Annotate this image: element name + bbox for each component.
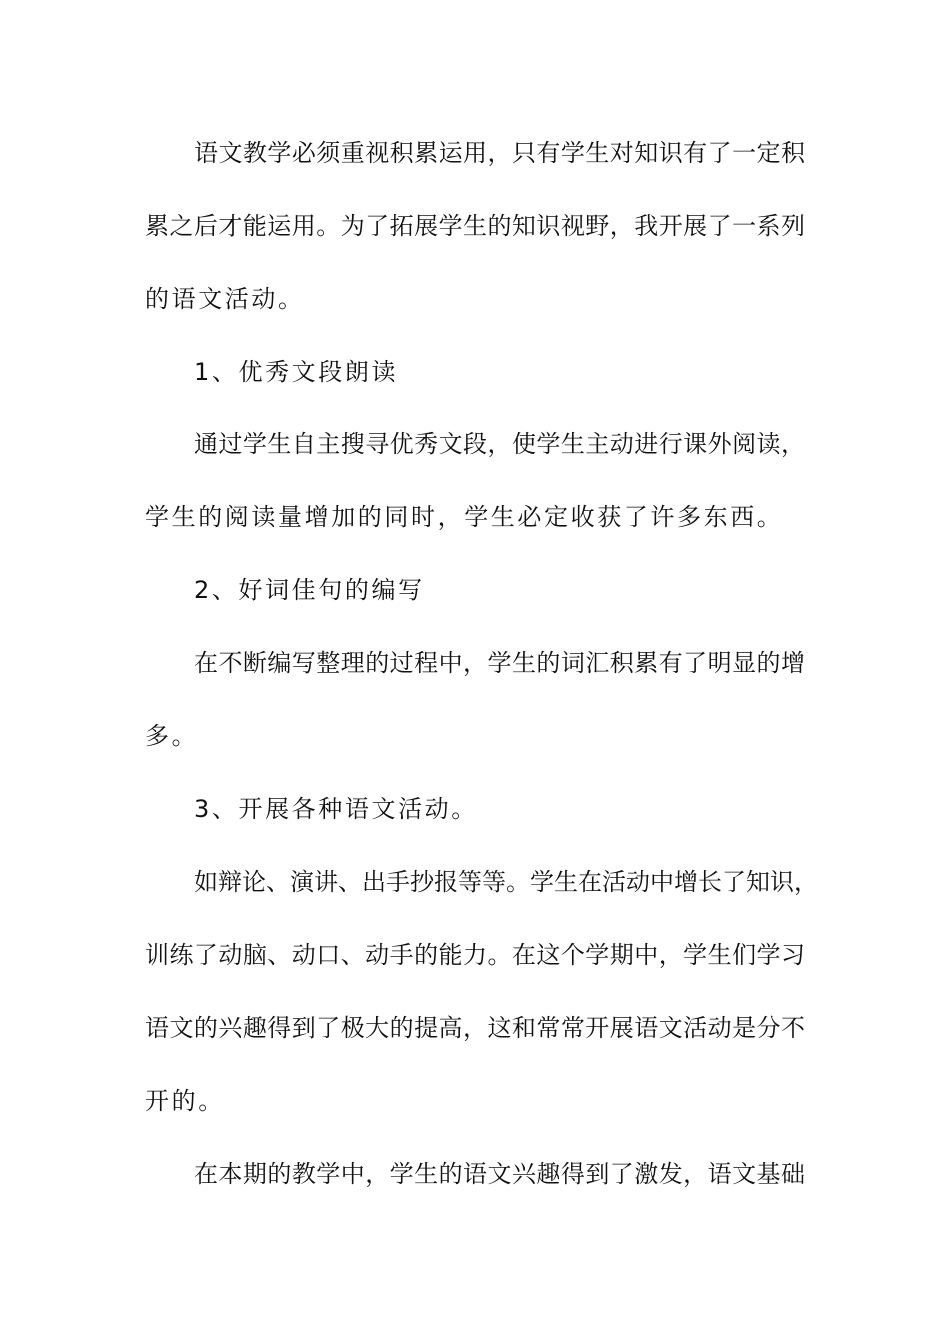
paragraph-line: 通过学生自主搜寻优秀文段，使学生主动进行课外阅读， (194, 430, 805, 458)
paragraph-line: 的语文活动。 (145, 285, 305, 313)
paragraph-line: 语文教学必须重视积累运用，只有学生对知识有了一定积 (194, 139, 805, 167)
paragraph-line: 累之后才能运用。为了拓展学生的知识视野，我开展了一系列 (145, 212, 805, 240)
paragraph-line: 开的。 (145, 1087, 225, 1115)
paragraph-line: 多。 (145, 722, 199, 750)
section-heading: 3、开展各种语文活动。 (194, 795, 478, 823)
paragraph-line: 在不断编写整理的过程中，学生的词汇积累有了明显的增 (194, 649, 805, 677)
paragraph-line: 如辩论、演讲、出手抄报等等。学生在活动中增长了知识， (194, 868, 818, 896)
paragraph-line: 学生的阅读量增加的同时，学生必定收获了许多东西。 (145, 503, 784, 531)
section-heading: 1、优秀文段朗读 (194, 358, 399, 386)
paragraph-line: 在本期的教学中，学生的语文兴趣得到了激发，语文基础 (194, 1160, 805, 1188)
section-heading: 2、好词佳句的编写 (194, 576, 425, 604)
paragraph-line: 训练了动脑、动口、动手的能力。在这个学期中，学生们学习 (145, 941, 805, 969)
paragraph-line: 语文的兴趣得到了极大的提高，这和常常开展语文活动是分不 (145, 1014, 805, 1042)
